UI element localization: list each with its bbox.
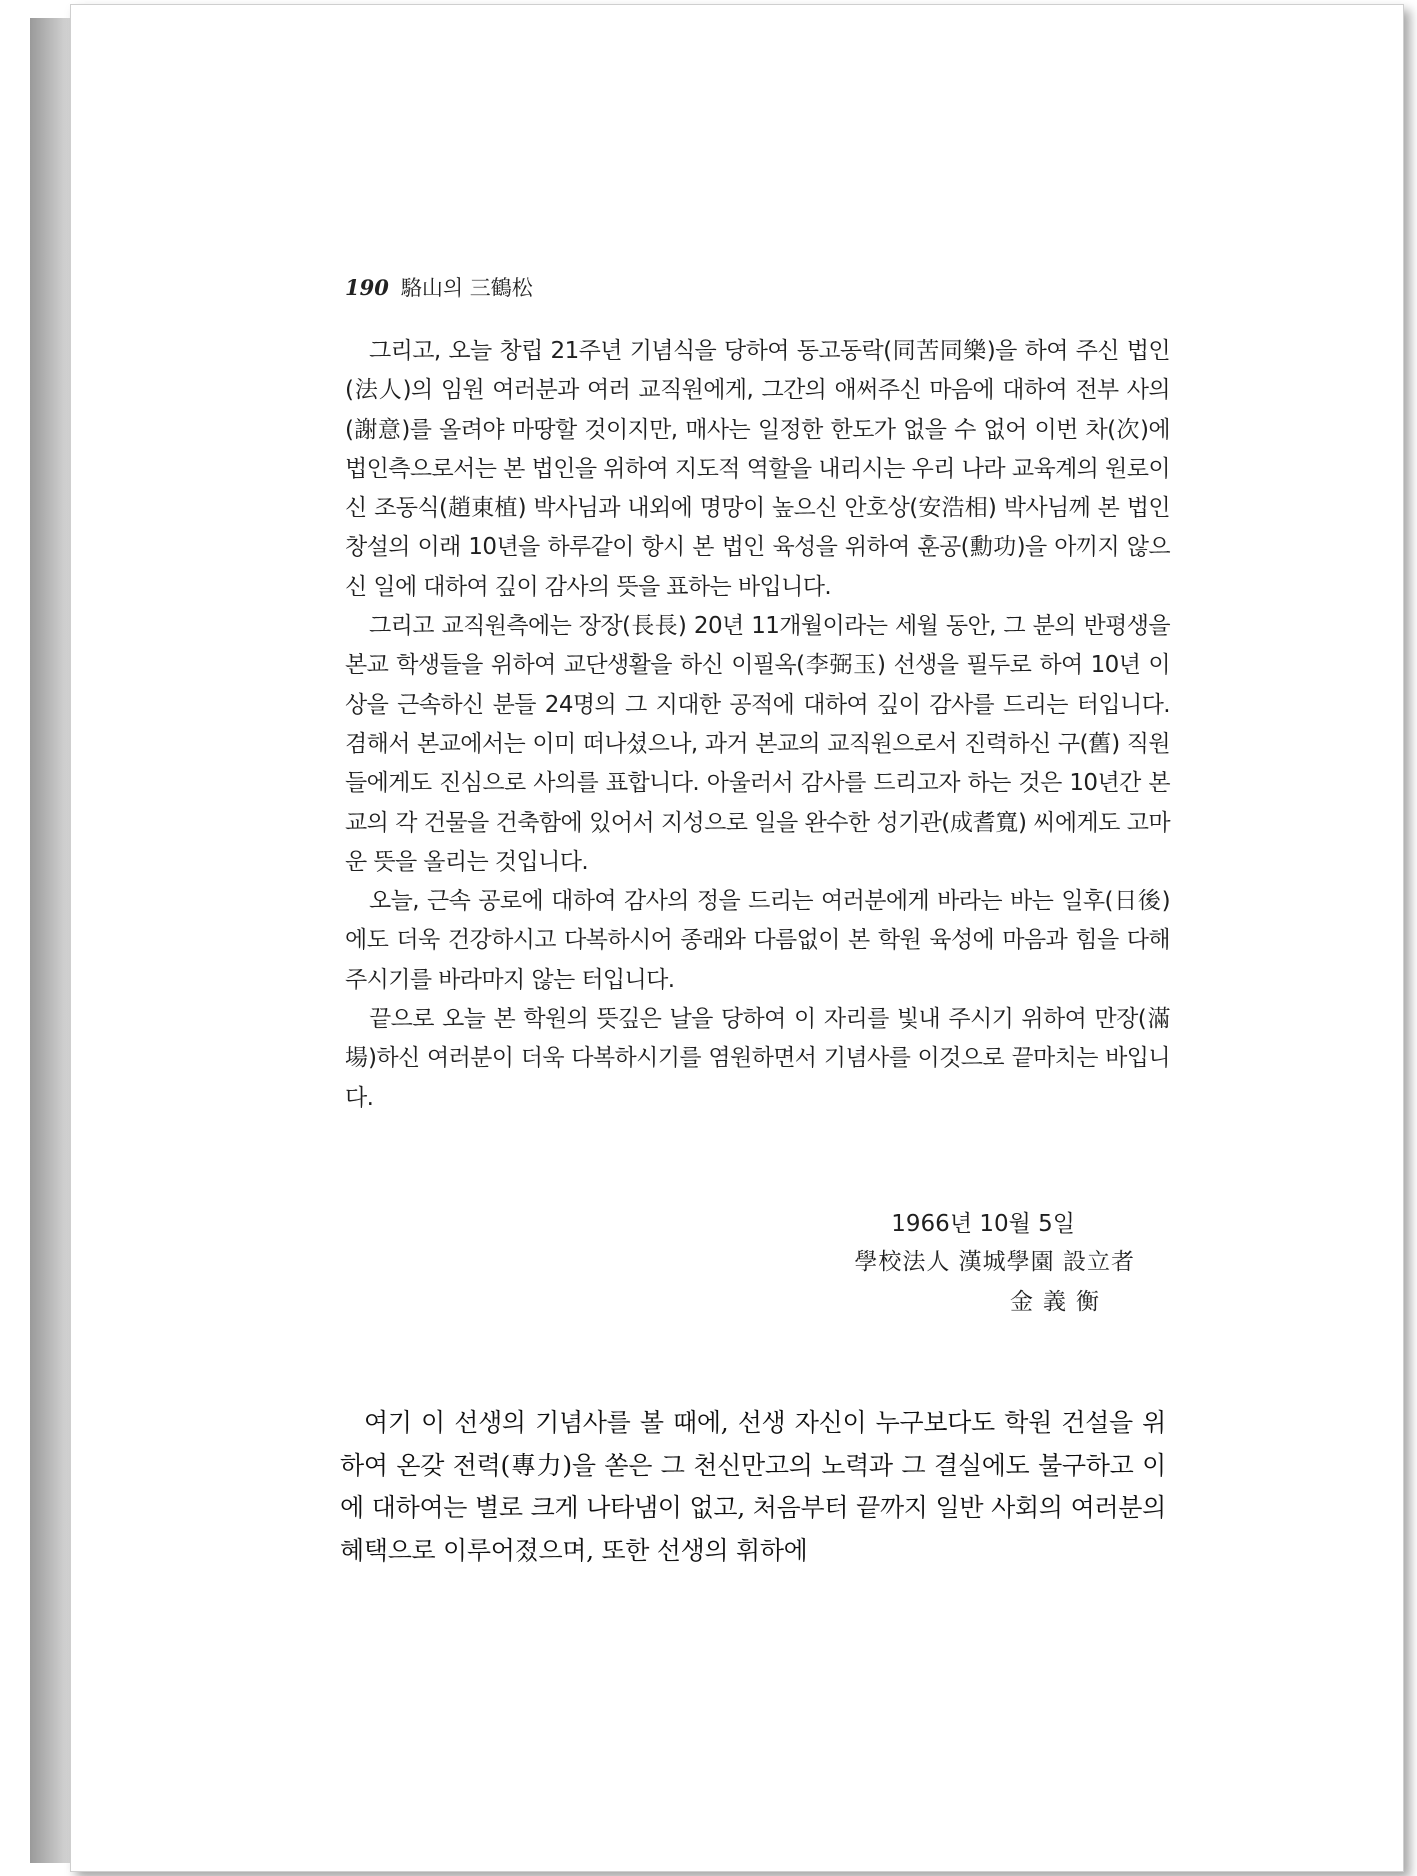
address-paragraph: 끝으로 오늘 본 학원의 뜻깊은 날을 당하여 이 자리를 빛내 주시기 위하여 만장(滿場)하신 여러분이 더욱 다복하시기를 염원하면서 기념사를 이것으로 끝마치는 바입니다. [345,1006,1170,1111]
page-number: 190 [345,275,389,300]
commentary-paragraph: 여기 이 선생의 기념사를 볼 때에, 선생 자신이 누구보다도 학원 건설을 위하여 온갖 전력(專力)을 쏟은 그 천신만고의 노력과 그 결실에도 불구하고 이에 대하여는 별로 크게 나타냄이 없고, 처음부터 끝까지 일반 사회의 여러분의 혜택으로 이루어졌으며, 또한 선생의 휘하에 [340,1408,1166,1565]
address-signer: 金義衡 [1010,1289,1109,1315]
address-date: 1966년 10월 5일 [891,1211,1075,1237]
book-title: 駱山의 三鶴松 [400,276,533,300]
address-paragraph: 그리고 교직원측에는 장장(長長) 20년 11개월이라는 세월 동안, 그 분의 반평생을 본교 학생들을 위하여 교단생활을 하신 이필옥(李弼玉) 선생을 필두로 하여 10년 이상을 근속하신 분들 24명의 그 지대한 공적에 대하여 깊이 감사를 드리는 터입니다. 겸해서 본교에서는 이미 떠나셨으나, 과거 본교의 교직원으로서 진력하신 구(舊) 직원들에게도 진심으로 사의를 표합니다. 아울러서 감사를 드리고자 하는 것은 10년간 본교의 각 건물을 건축함에 있어서 지성으로 일을 완수한 성기관(成耆寬) 씨에게도 고마운 뜻을 올리는 것입니다. [345,613,1170,875]
address-paragraph: 그리고, 오늘 창립 21주년 기념식을 당하여 동고동락(同苦同樂)을 하여 주신 법인(法人)의 임원 여러분과 여러 교직원에게, 그간의 애써주신 마음에 대하여 전부 사의(謝意)를 올려야 마땅할 것이지만, 매사는 일정한 한도가 없을 수 없어 이번 차(次)에 법인측으로서는 본 법인을 위하여 지도적 역할을 내리시는 우리 나라 교육계의 원로이신 조동식(趙東植) 박사님과 내외에 명망이 높으신 안호상(安浩相) 박사님께 본 법인 창설의 이래 10년을 하루같이 항시 본 법인 육성을 위하여 훈공(勳功)을 아끼지 않으신 일에 대하여 깊이 감사의 뜻을 표하는 바입니다. [345,338,1170,600]
memorial-address [345,332,1170,1118]
running-head [345,272,533,302]
address-paragraph: 오늘, 근속 공로에 대하여 감사의 정을 드리는 여러분에게 바라는 바는 일후(日後)에도 더욱 건강하시고 다복하시어 종래와 다름없이 본 학원 육성에 마음과 힘을 다해 주시기를 바라마지 않는 터입니다. [345,888,1170,993]
address-organization: 學校法人 漢城學園 設立者 [854,1249,1135,1275]
author-commentary [340,1402,1166,1572]
